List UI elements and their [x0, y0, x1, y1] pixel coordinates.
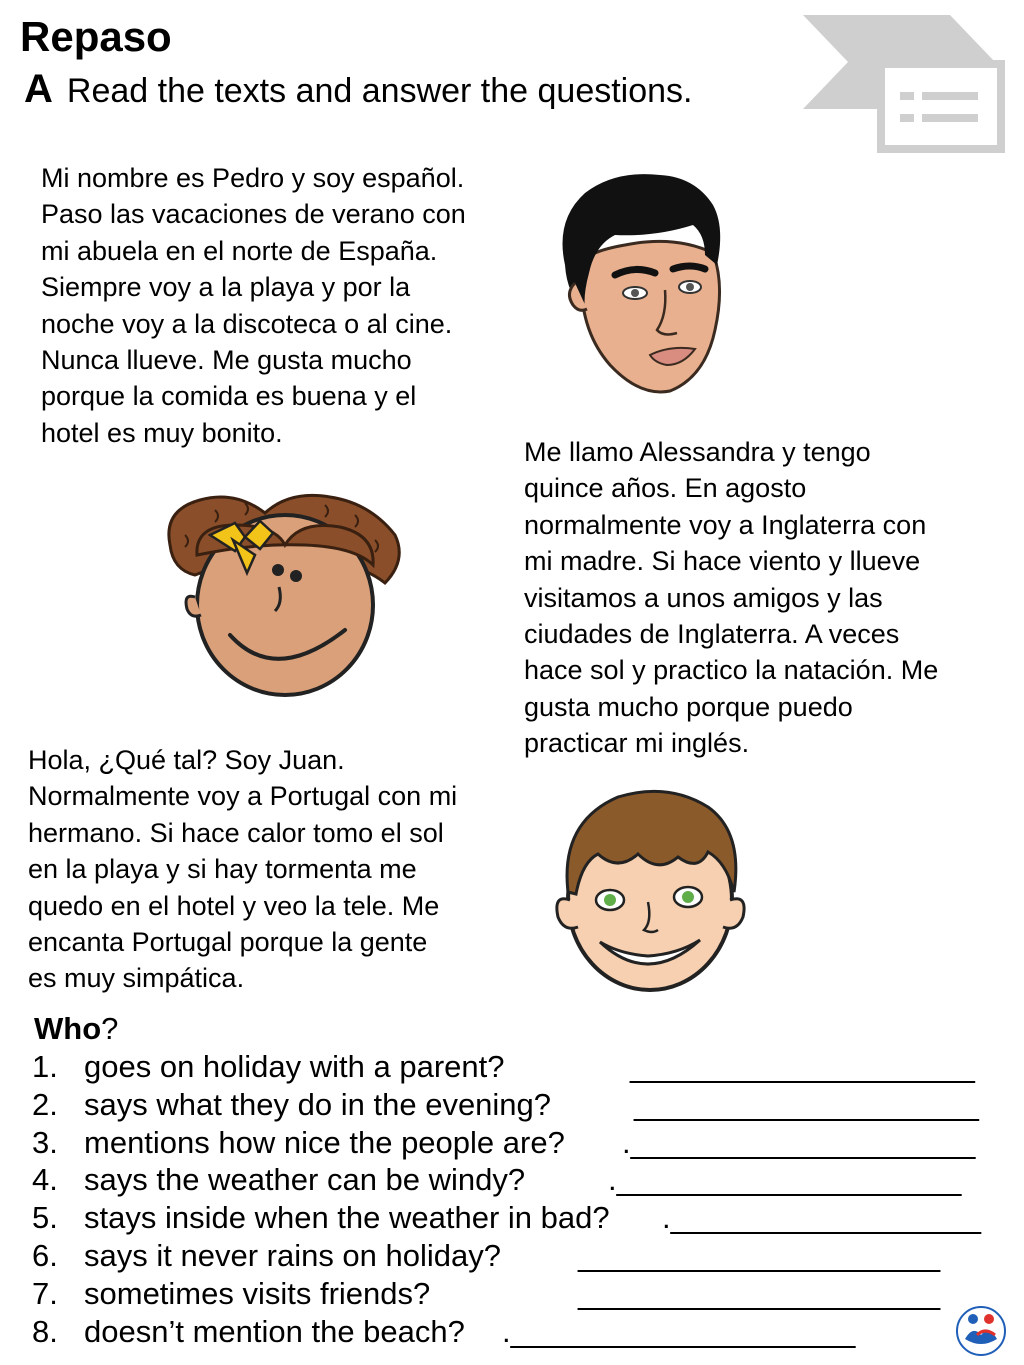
answer-blank[interactable]: _____________________ [578, 1275, 941, 1311]
text-line: encanta Portugal porque la gente [28, 927, 428, 958]
answer-blank[interactable]: .__________________ [662, 1200, 981, 1236]
question-number: 3. [32, 1124, 58, 1160]
text-line: noche voy a la discoteca o al cine. [41, 308, 453, 339]
question-list [32, 1048, 1002, 1350]
text-line: hace sol y practico la natación. Me [524, 655, 939, 686]
allconnect-logo-icon [955, 1305, 1007, 1357]
question-number: 7. [32, 1275, 58, 1311]
text-line: mi abuela en el norte de España. [41, 235, 438, 266]
section-heading [24, 66, 693, 114]
question-text: stays inside when the weather in bad? [84, 1200, 610, 1236]
question-item [32, 1275, 1002, 1313]
question-number: 6. [32, 1237, 58, 1273]
question-number: 2. [32, 1086, 58, 1122]
text-line: quedo en el hotel y veo la tele. Me [28, 890, 440, 921]
question-item [32, 1237, 1002, 1275]
text-line: Mi nombre es Pedro y soy español. [41, 163, 465, 193]
text-line: quince años. En agosto [524, 473, 807, 504]
question-number: 1. [32, 1049, 58, 1084]
question-item [32, 1048, 1002, 1086]
pedro-face-illustration [555, 165, 735, 400]
text-line: visitamos a unos amigos y las [524, 582, 883, 613]
section-letter: A [24, 67, 53, 111]
who-word: Who [34, 1011, 102, 1046]
text-line: Siempre voy a la playa y por la [41, 272, 411, 303]
text-pedro [41, 160, 466, 451]
text-line: hermano. Si hace calor tomo el sol [28, 817, 444, 848]
text-line: en la playa y si hay tormenta me [28, 854, 417, 885]
girl-face-illustration [155, 485, 410, 700]
question-text: says it never rains on holiday? [84, 1237, 502, 1273]
section-instruction: Read the texts and answer the questions. [66, 72, 693, 110]
question-number: 8. [32, 1313, 58, 1349]
text-alessandra [524, 434, 938, 762]
text-line: es muy simpática. [28, 963, 245, 994]
answer-blank[interactable]: ____________________ [634, 1086, 979, 1122]
text-line: Me llamo Alessandra y tengo [524, 437, 871, 467]
text-line: Nunca llueve. Me gusta mucho [41, 345, 412, 376]
text-line: mi madre. Si hace viento y llueve [524, 546, 921, 577]
question-text: says what they do in the evening? [84, 1086, 552, 1122]
page-title: Repaso [20, 13, 172, 60]
question-item [32, 1313, 1002, 1351]
text-line: Normalmente voy a Portugal con mi [28, 781, 458, 812]
document-arrow-icon [800, 12, 1010, 157]
question-number: 5. [32, 1200, 58, 1236]
question-item [32, 1086, 1002, 1124]
question-item [32, 1124, 1002, 1162]
answer-blank[interactable]: .____________________ [622, 1124, 976, 1160]
text-line: Paso las vacaciones de verano con [41, 199, 466, 230]
question-item [32, 1161, 1002, 1199]
text-line: practicar mi inglés. [524, 728, 750, 759]
question-text: says the weather can be windy? [84, 1162, 526, 1198]
question-text: mentions how nice the people are? [84, 1124, 565, 1160]
text-line: normalmente voy a Inglaterra con [524, 509, 927, 540]
who-heading [34, 1008, 118, 1050]
question-text: goes on holiday with a parent? [84, 1049, 505, 1084]
question-text: doesn’t mention the beach? [84, 1313, 465, 1349]
text-juan [28, 742, 457, 997]
answer-blank[interactable]: .____________________ [502, 1313, 856, 1349]
question-item [32, 1199, 1002, 1237]
answer-blank[interactable]: .____________________ [608, 1162, 962, 1198]
question-text: sometimes visits friends? [84, 1275, 431, 1311]
juan-face-illustration [548, 782, 753, 997]
text-line: hotel es muy bonito. [41, 417, 283, 448]
text-line: Hola, ¿Qué tal? Soy Juan. [28, 745, 345, 775]
question-number: 4. [32, 1162, 58, 1198]
who-question-mark: ? [101, 1011, 119, 1046]
answer-blank[interactable]: _____________________ [578, 1237, 941, 1273]
text-line: porque la comida es buena y el [41, 381, 417, 412]
text-line: ciudades de Inglaterra. A veces [524, 619, 900, 650]
answer-blank[interactable]: ____________________ [630, 1049, 975, 1084]
text-line: gusta mucho porque puedo [524, 691, 853, 722]
